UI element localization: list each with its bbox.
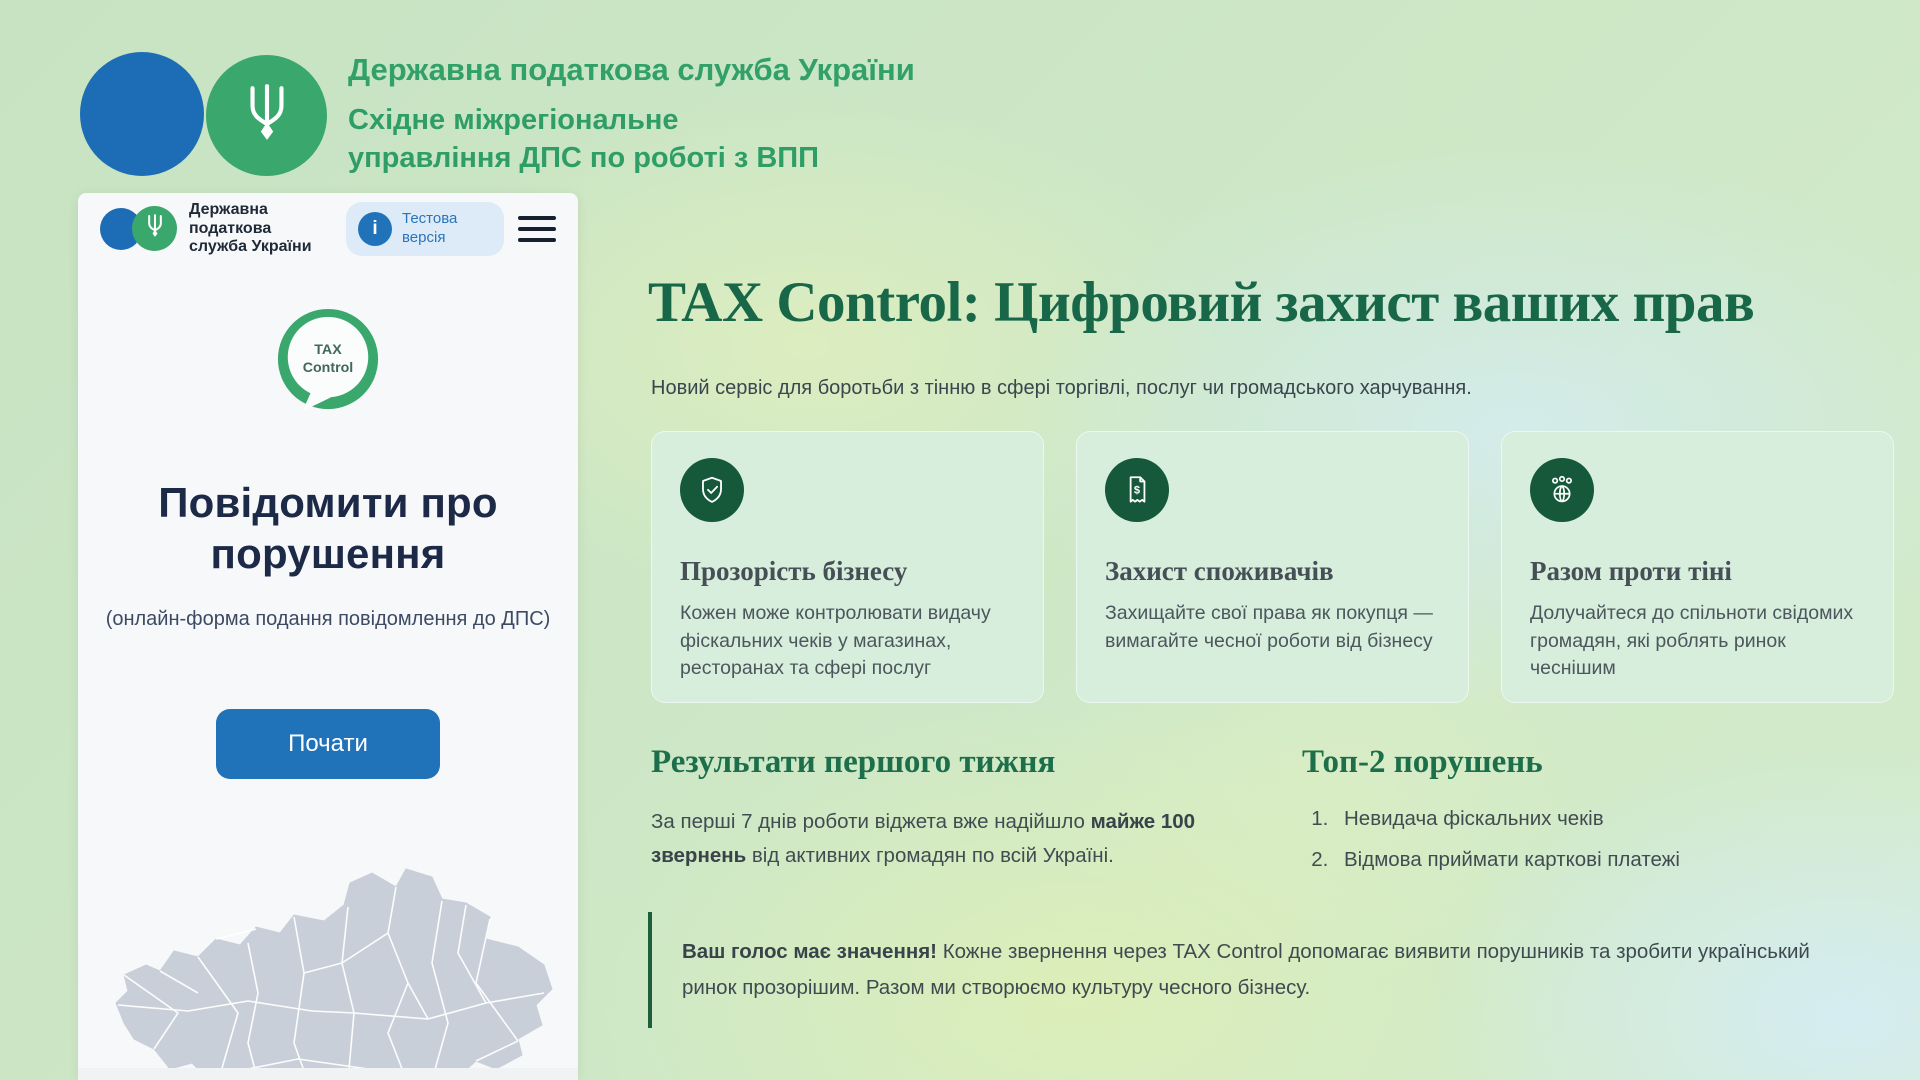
violations-heading: Топ-2 порушень	[1302, 744, 1543, 780]
card-business-transparency	[651, 431, 1044, 703]
hamburger-menu-icon[interactable]	[518, 216, 556, 242]
brand-line: податкова	[189, 219, 272, 237]
top-violations	[1302, 744, 1882, 889]
svg-text:TAX: TAX	[314, 342, 342, 359]
brand-line: служба України	[189, 238, 312, 256]
results-text	[651, 805, 1236, 874]
card-title: Прозорість бізнесу	[680, 556, 908, 586]
quote-text	[682, 934, 1838, 1006]
dps-trident-logo	[206, 55, 327, 176]
card-body: Кожен може контролювати видачу фіскальних чеків у магазинах, ресторанах та сфері послуг	[680, 602, 991, 680]
svg-text:Control: Control	[302, 359, 354, 376]
community-globe-icon	[1530, 458, 1594, 522]
card-body: Захищайте свої права як покупця — вимагайте чесної роботи від бізнесу	[1105, 602, 1433, 652]
trident-icon	[242, 82, 292, 149]
svg-text:$: $	[1133, 484, 1141, 497]
dps-blue-logo	[80, 52, 204, 176]
quote-body: Кожне звернення через TAX Control допомагає виявити порушників та зробити український ринок прозорішим. Разом ми створюємо культуру чесного бізнесу.	[682, 940, 1810, 999]
first-week-results	[651, 744, 1251, 874]
brand-line: Державна	[189, 201, 268, 218]
page-subtitle: Новий сервіс для боротьби з тінню в сфері торгівлі, послуг чи громадського харчування.	[651, 377, 1472, 399]
results-text-prefix: За перші 7 днів роботи віджета вже надійшло	[651, 810, 1091, 833]
widget-heading: Повідомити про порушення	[158, 479, 498, 578]
org-subtitle-line2: управління ДПС по роботі з ВПП	[348, 141, 819, 174]
card-title: Разом проти тіні	[1530, 556, 1732, 586]
violation-item: 2. Відмова приймати карткові платежі	[1334, 848, 1882, 872]
card-title: Захист споживачів	[1105, 556, 1334, 586]
org-title: Державна податкова служба України	[348, 52, 915, 87]
org-subtitle	[348, 102, 819, 177]
test-version-label: Тестова версія	[402, 210, 458, 246]
test-version-badge[interactable]	[346, 202, 504, 256]
report-widget-panel	[78, 193, 578, 1080]
start-button[interactable]: Почати	[216, 709, 440, 779]
results-text-suffix: від активних громадян по всій Україні.	[746, 844, 1114, 868]
receipt-dollar-icon	[1105, 458, 1169, 522]
card-together-against-shadow	[1501, 431, 1894, 703]
violations-list	[1302, 807, 1882, 872]
widget-footer-strip	[78, 1068, 578, 1080]
widget-header	[100, 201, 556, 257]
widget-subheading: (онлайн-форма подання повідомлення до ДПС)	[105, 608, 551, 630]
quote-bold: Ваш голос має значення!	[682, 940, 937, 963]
card-consumer-protection	[1076, 431, 1469, 703]
ukraine-map	[98, 843, 558, 1080]
voice-matters-quote	[648, 912, 1838, 1028]
feature-cards	[651, 431, 1894, 703]
widget-brand-text	[189, 201, 312, 257]
org-subtitle-line1: Східне міжрегіональне	[348, 104, 679, 136]
page-title: TAX Control: Цифровий захист ваших прав	[648, 271, 1755, 334]
trident-icon	[145, 213, 165, 244]
tax-control-logo	[274, 305, 382, 422]
results-heading: Результати першого тижня	[651, 744, 1056, 780]
info-icon: i	[358, 212, 392, 246]
violation-item: 1. Невидача фіскальних чеків	[1334, 807, 1882, 831]
card-body: Долучайтеся до спільноти свідомих громадян, які роблять ринок чеснішим	[1530, 602, 1854, 680]
dps-trident-logo-small	[132, 206, 177, 251]
shield-check-icon	[680, 458, 744, 522]
results-text-bold: майже 100 звернень	[651, 810, 1196, 868]
